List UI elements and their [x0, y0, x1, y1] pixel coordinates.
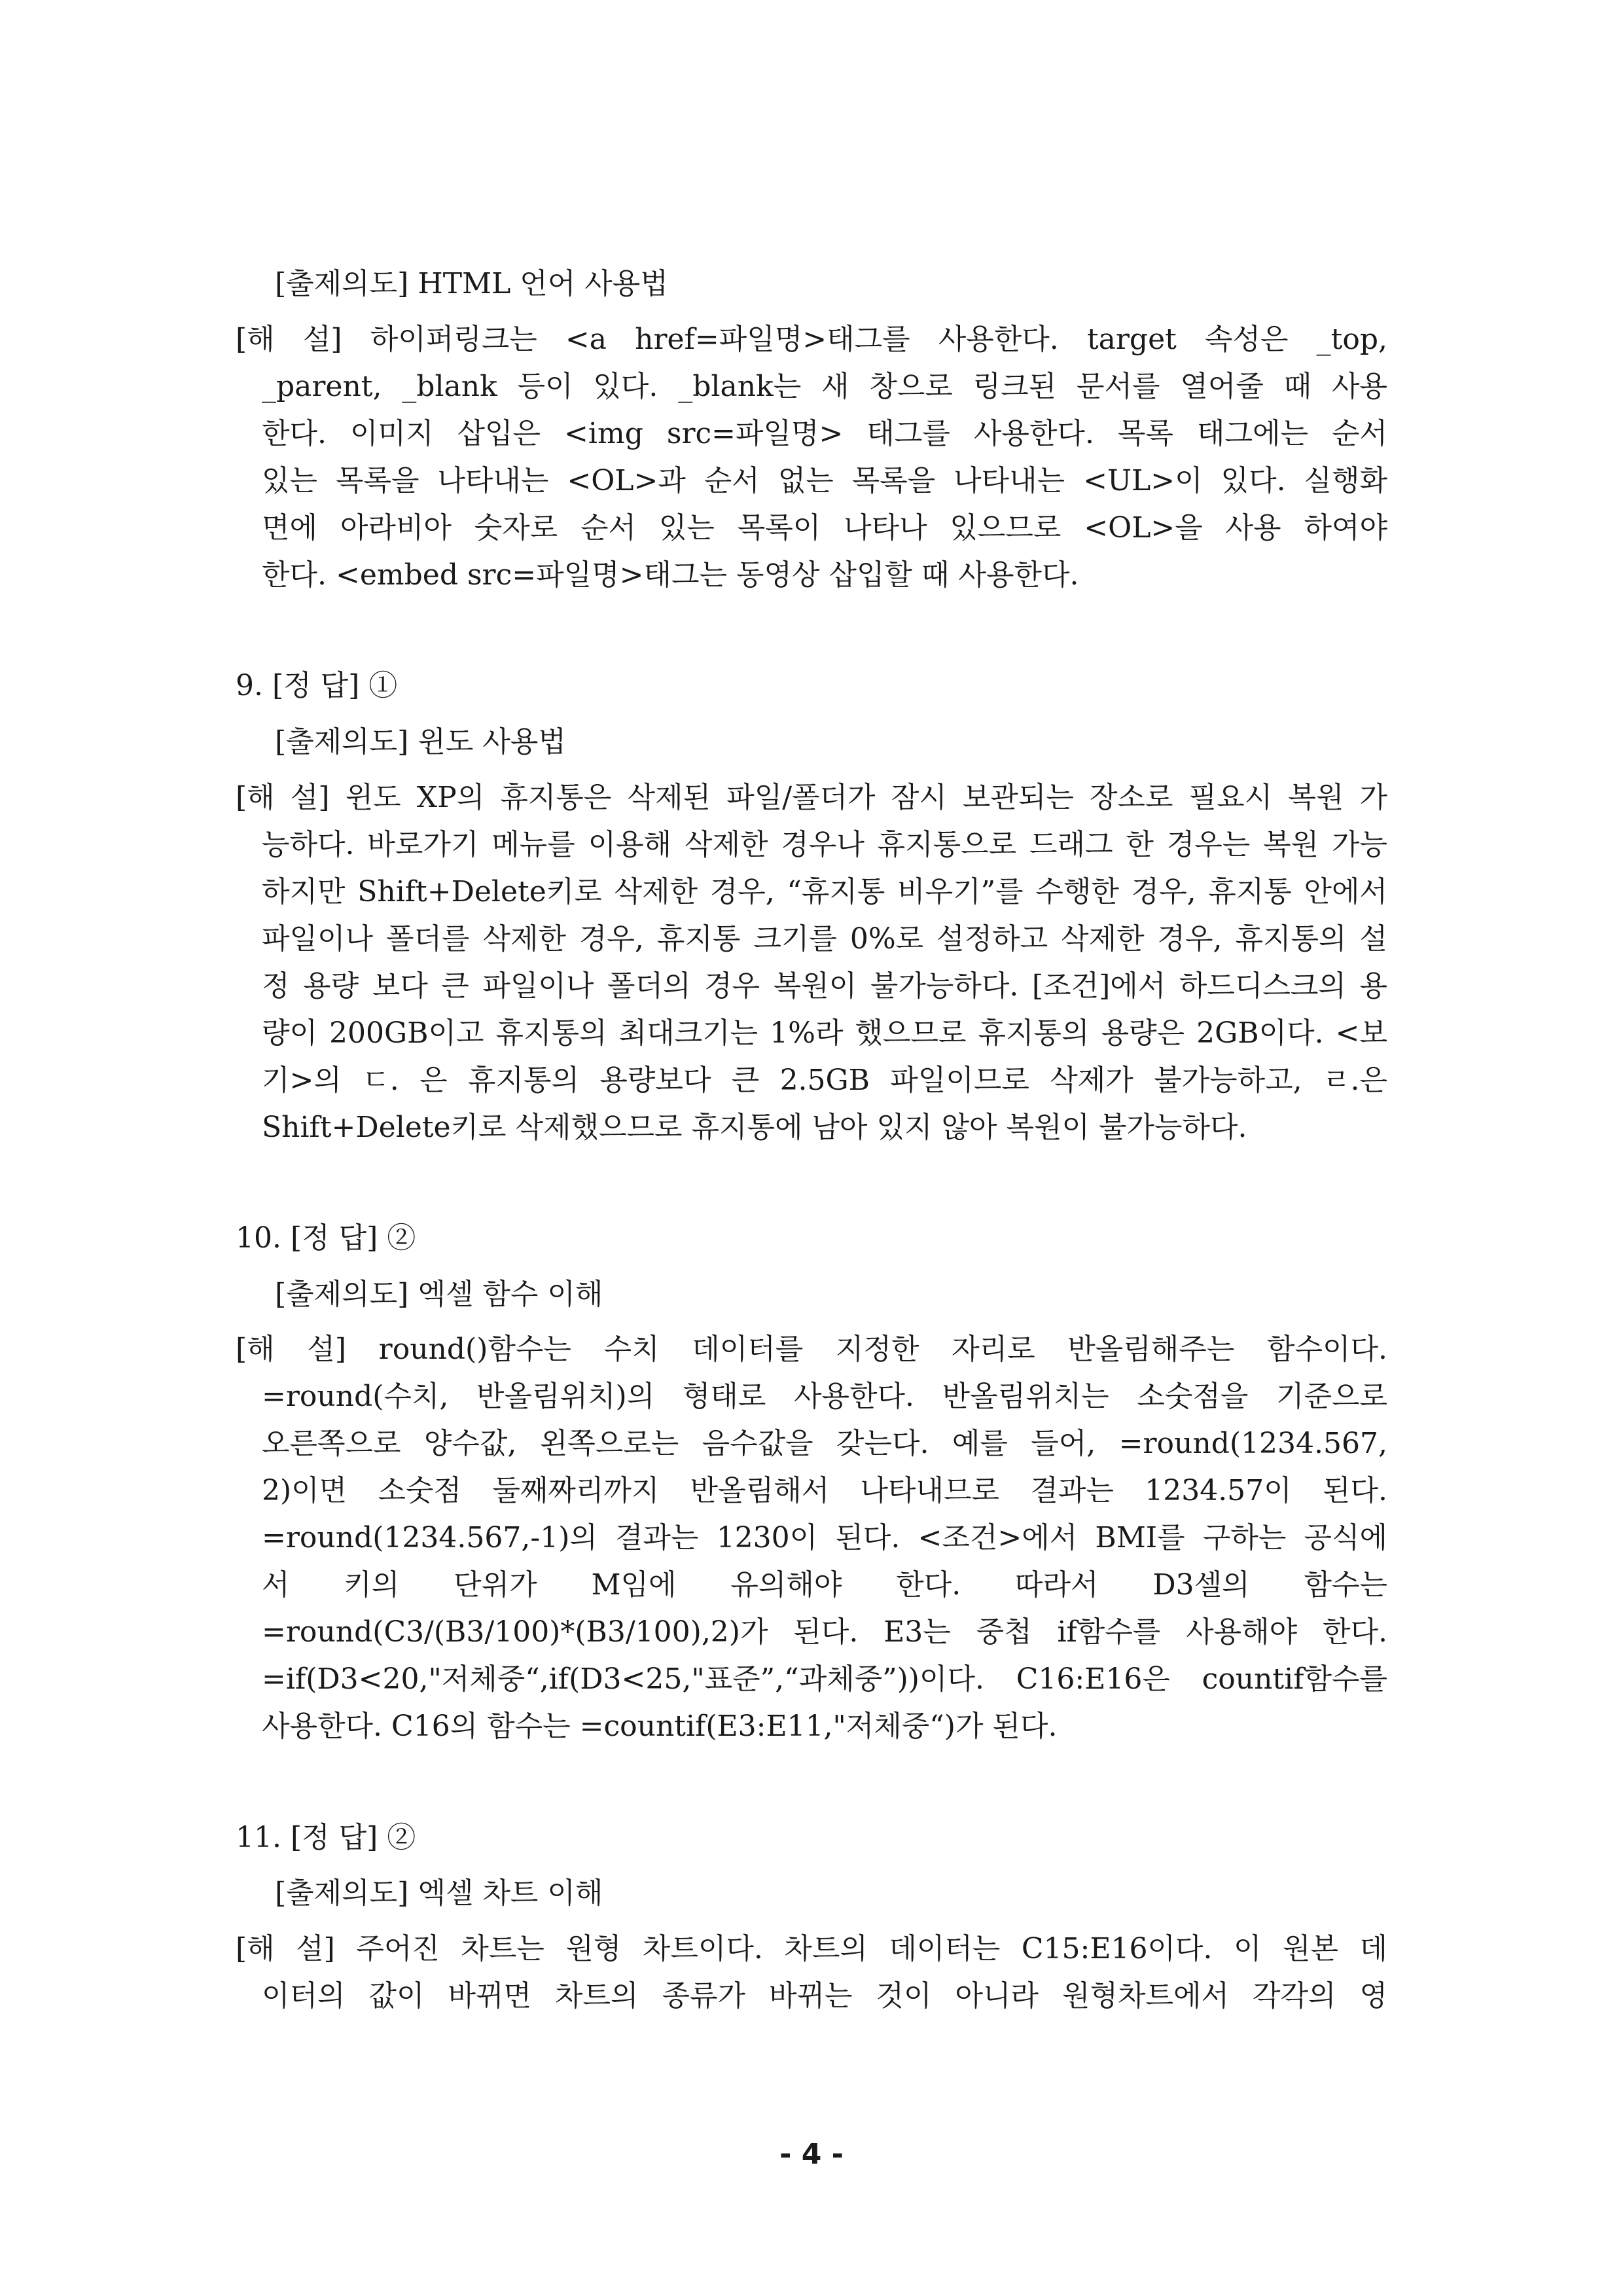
explanation-line: 면에 아라비아 숫자로 순서 있는 목록이 나타나 있으므로 <OL>을 사용 하여야 [262, 511, 1387, 545]
explanation-line: 이터의 값이 바뀌면 차트의 종류가 바뀌는 것이 아니라 원형차트에서 각각의 영 [262, 1979, 1387, 2013]
explanation-line: [해 설] 윈도 XP의 휴지통은 삭제된 파일/폴더가 잠시 보관되는 장소로 필요시 복원 가 [236, 781, 1387, 814]
answer-line-10: 10. [정 답] ② [236, 1221, 416, 1255]
answer-line-11: 11. [정 답] ② [236, 1821, 416, 1854]
explanation-line: 한다. 이미지 삽입은 <img src=파일명> 태그를 사용한다. 목록 태그에는 순서 [262, 417, 1387, 450]
explanation-line: [해 설] round()함수는 수치 데이터를 지정한 자리로 반올림해주는 함수이다. [236, 1333, 1387, 1366]
explanation-line: 한다. <embed src=파일명>태그는 동영상 삽입할 때 사용한다. [262, 558, 1079, 592]
intent-line-8: [출제의도] HTML 언어 사용법 [275, 267, 668, 300]
explanation-line: _parent, _blank 등이 있다. _blank는 새 창으로 링크된 문서를 열어줄 때 사용 [262, 370, 1387, 403]
explanation-line: [해 설] 주어진 차트는 원형 차트이다. 차트의 데이터는 C15:E16이다. 이 원본 데 [236, 1932, 1387, 1965]
explanation-line: 기>의 ㄷ. 은 휴지통의 용량보다 큰 2.5GB 파일이므로 삭제가 불가능하고, ㄹ.은 [262, 1064, 1387, 1097]
explanation-line: =if(D3<20,"저체중“,if(D3<25,"표준”,“과체중”))이다. C16:E16은 countif함수를 [262, 1662, 1387, 1696]
explanation-line: Shift+Delete키로 삭제했으므로 휴지통에 남아 있지 않아 복원이 불가능하다. [262, 1111, 1247, 1144]
explanation-line: 사용한다. C16의 함수는 =countif(E3:E11,"저체중“)가 된다. [262, 1710, 1058, 1743]
page-number: - 4 - [779, 2138, 844, 2171]
explanation-line: =round(수치, 반올림위치)의 형태로 사용한다. 반올림위치는 소숫점을 기준으로 [262, 1380, 1387, 1413]
intent-line-11: [출제의도] 엑셀 차트 이해 [275, 1876, 603, 1910]
explanation-line: 있는 목록을 나타내는 <OL>과 순서 없는 목록을 나타내는 <UL>이 있다. 실행화 [262, 464, 1387, 497]
explanation-line: [해 설] 하이퍼링크는 <a href=파일명>태그를 사용한다. target 속성은 _top, [236, 323, 1387, 356]
explanation-line: =round(1234.567,-1)의 결과는 1230이 된다. <조건>에서 BMI를 구하는 공식에 [262, 1521, 1387, 1554]
explanation-line: =round(C3/(B3/100)*(B3/100),2)가 된다. E3는 중첩 if함수를 사용해야 한다. [262, 1615, 1387, 1649]
explanation-line: 오른쪽으로 양수값, 왼쪽으로는 음수값을 갖는다. 예를 들어, =round(1234.567, [262, 1427, 1387, 1460]
intent-line-10: [출제의도] 엑셀 함수 이해 [275, 1278, 603, 1311]
explanation-line: 서 키의 단위가 M임에 유의해야 한다. 따라서 D3셀의 함수는 [262, 1568, 1387, 1602]
explanation-line: 정 용량 보다 큰 파일이나 폴더의 경우 복원이 불가능하다. [조건]에서 하드디스크의 용 [262, 969, 1387, 1003]
explanation-line: 하지만 Shift+Delete키로 삭제한 경우, “휴지통 비우기”를 수행한 경우, 휴지통 안에서 [262, 875, 1387, 908]
explanation-line: 능하다. 바로가기 메뉴를 이용해 삭제한 경우나 휴지통으로 드래그 한 경우는 복원 가능 [262, 828, 1387, 861]
explanation-line: 량이 200GB이고 휴지통의 최대크기는 1%라 했으므로 휴지통의 용량은 2GB이다. <보 [262, 1016, 1387, 1050]
intent-line-9: [출제의도] 윈도 사용법 [275, 725, 566, 759]
answer-line-9: 9. [정 답] ① [236, 669, 398, 702]
explanation-line: 파일이나 폴더를 삭제한 경우, 휴지통 크기를 0%로 설정하고 삭제한 경우, 휴지통의 설 [262, 922, 1387, 956]
explanation-line: 2)이면 소숫점 둘째짜리까지 반올림해서 나타내므로 결과는 1234.57이 된다. [262, 1474, 1387, 1507]
